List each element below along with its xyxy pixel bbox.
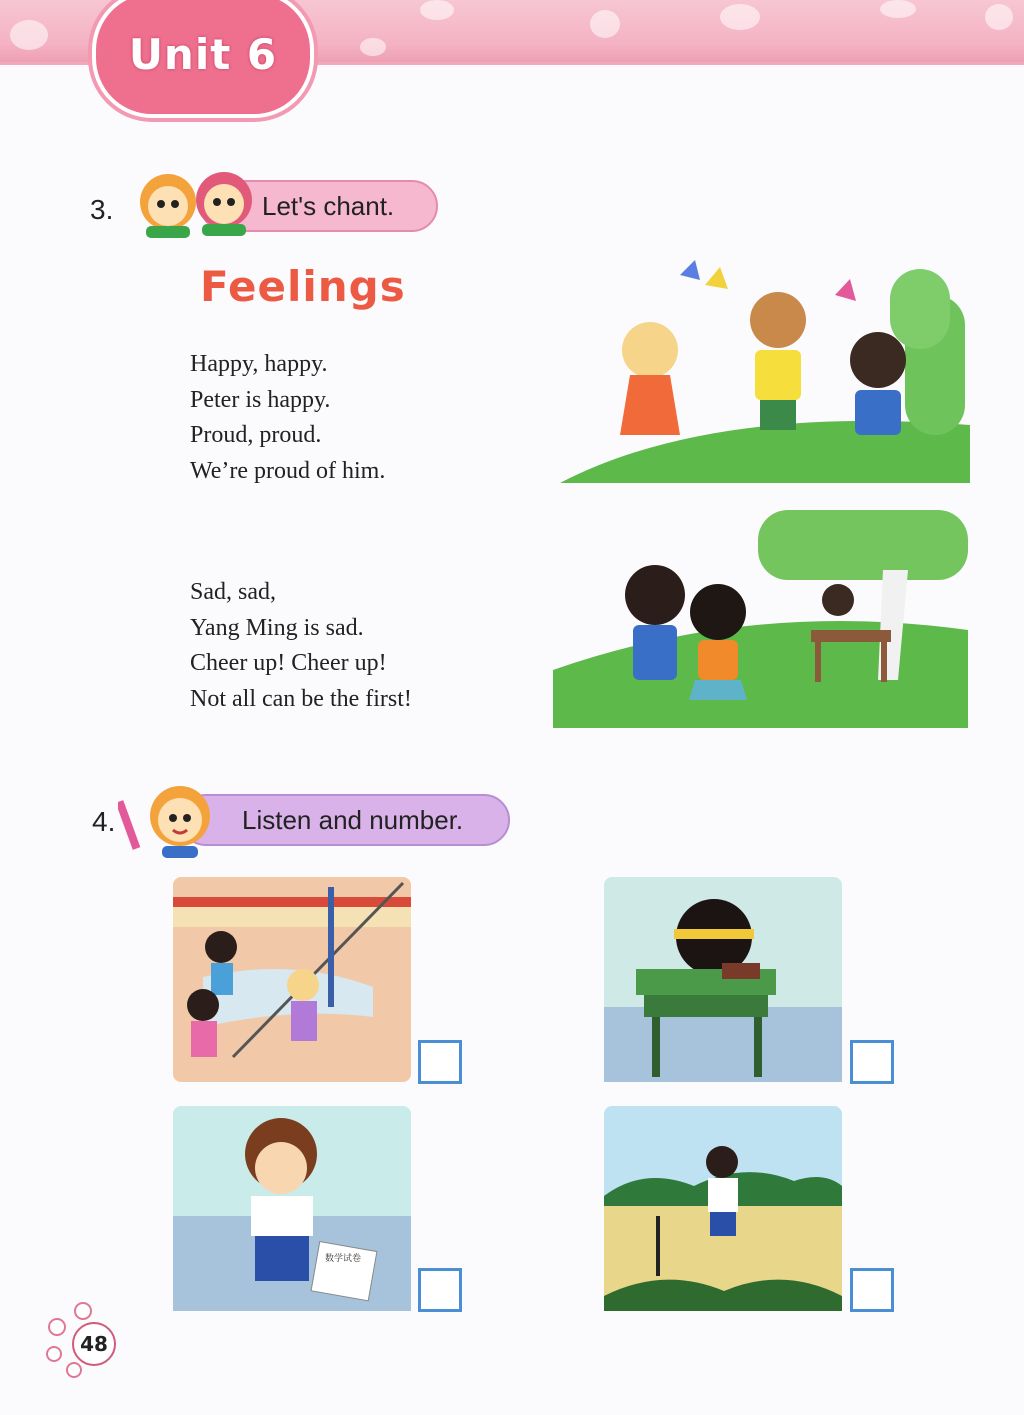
- circle-decoration-icon: [74, 1302, 92, 1320]
- sleeping-girl-illustration: [604, 877, 842, 1082]
- paw-decoration-icon: [590, 10, 620, 38]
- circle-decoration-icon: [46, 1346, 62, 1362]
- chant-title: Feelings: [200, 262, 406, 311]
- playground-illustration: [173, 877, 411, 1082]
- verse-2: [190, 575, 412, 717]
- section-3-number: 3.: [90, 194, 114, 225]
- verse-1: [190, 347, 385, 489]
- answer-box-4[interactable]: [850, 1268, 894, 1312]
- verse-line: Not all can be the first!: [190, 685, 412, 712]
- verse-line: Yang Ming is sad.: [190, 614, 364, 641]
- verse-line: We’re proud of him.: [190, 457, 386, 484]
- sad-boy-exam-illustration: [173, 1106, 411, 1311]
- paw-decoration-icon: [985, 4, 1013, 30]
- section-4-instruction: Listen and number.: [242, 804, 464, 835]
- paw-decoration-icon: [10, 20, 48, 50]
- circle-decoration-icon: [66, 1362, 82, 1378]
- verse-line: Happy, happy.: [190, 351, 328, 377]
- happy-kids-illustration: [560, 255, 970, 485]
- paw-decoration-icon: [360, 38, 386, 56]
- sad-kids-illustration: [553, 510, 968, 730]
- mascots-icon: [128, 164, 268, 240]
- page-number: 48: [72, 1322, 116, 1366]
- section-3-instruction: Let's chant.: [262, 190, 395, 221]
- answer-box-3[interactable]: [418, 1268, 462, 1312]
- verse-line: Peter is happy.: [190, 386, 331, 413]
- exam-paper-text: 数学试卷: [325, 1254, 362, 1264]
- paw-decoration-icon: [880, 0, 916, 18]
- unit-label: Unit 6: [128, 29, 278, 79]
- answer-box-1[interactable]: [418, 1040, 462, 1084]
- paw-decoration-icon: [720, 4, 760, 30]
- paw-decoration-icon: [420, 0, 454, 20]
- unit-badge: [92, 0, 314, 118]
- section-4-number: 4.: [92, 806, 116, 837]
- mascot-with-pencil-icon: [118, 770, 228, 860]
- farm-boy-illustration: [604, 1106, 842, 1311]
- circle-decoration-icon: [48, 1318, 66, 1336]
- verse-line: Sad, sad,: [190, 579, 276, 605]
- section-4-instruction-pill: [180, 794, 510, 846]
- verse-line: Cheer up! Cheer up!: [190, 650, 387, 676]
- verse-line: Proud, proud.: [190, 422, 322, 448]
- answer-box-2[interactable]: [850, 1040, 894, 1084]
